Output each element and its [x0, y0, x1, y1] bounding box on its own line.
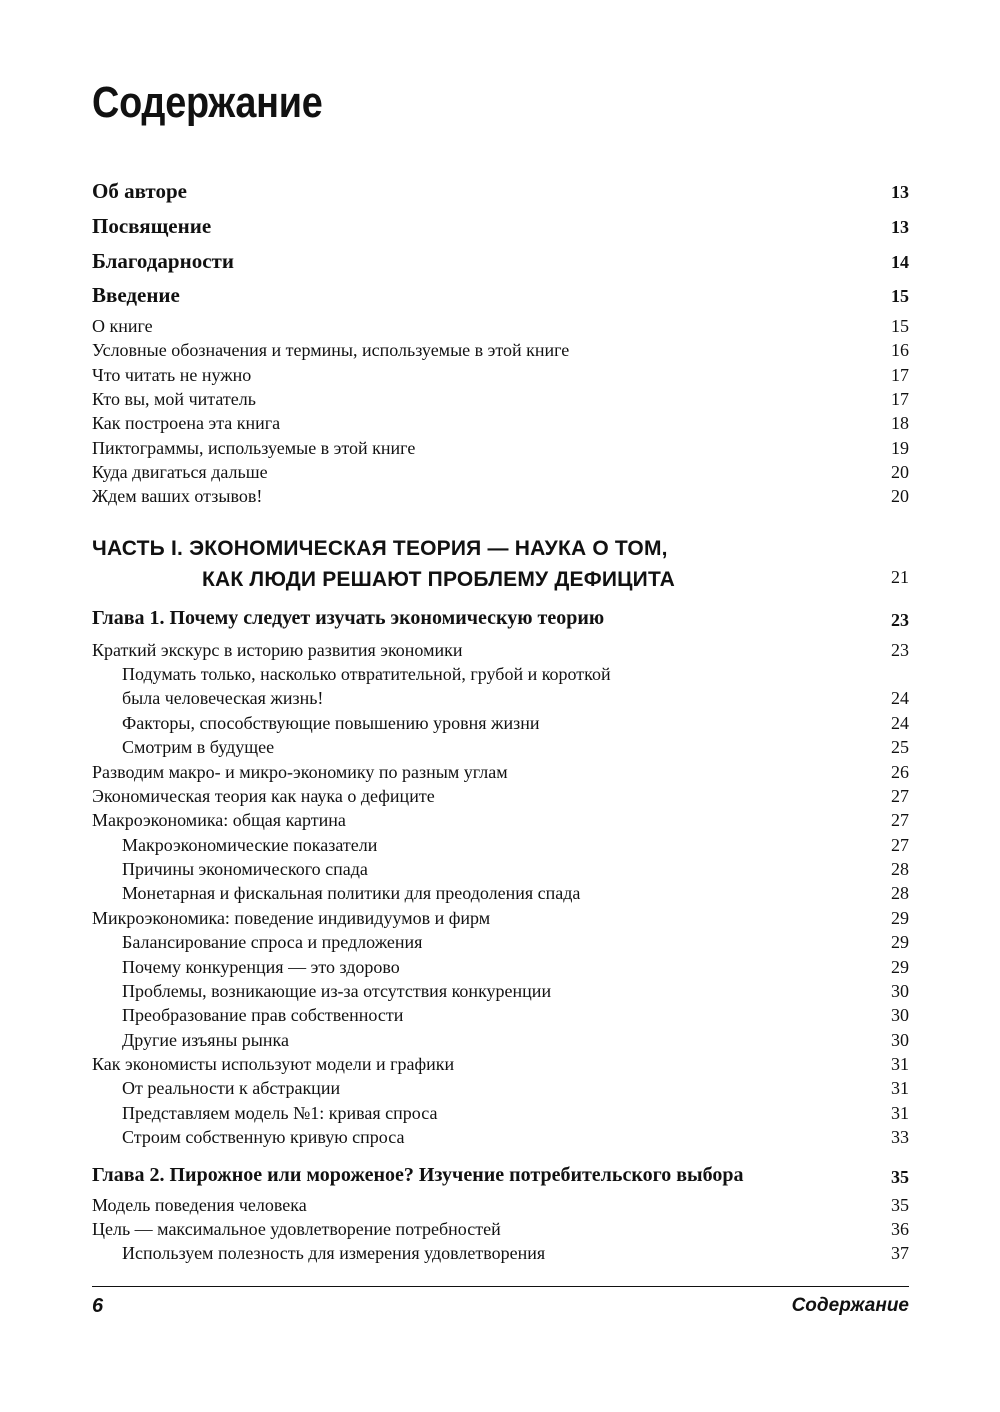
toc-chapter-heading	[92, 1164, 909, 1187]
toc-subentry	[92, 1030, 909, 1051]
part-title-line2: КАК ЛЮДИ РЕШАЮТ ПРОБЛЕМУ ДЕФИЦИТА	[202, 568, 676, 591]
toc-subentry	[92, 1103, 909, 1124]
toc-page-number: 26	[891, 762, 909, 782]
toc-subentry	[92, 737, 909, 758]
toc-entry	[92, 908, 909, 929]
toc-page-number: 15	[891, 286, 909, 306]
toc-page-number: 37	[891, 1243, 909, 1263]
toc-entry-title: Строим собственную кривую спроса	[122, 1127, 405, 1147]
toc-entry	[92, 1054, 909, 1075]
toc-entry-title: Кто вы, мой читатель	[92, 389, 256, 409]
chapter-title: Глава 2. Пирожное или мороженое? Изучение потребительского выбора	[92, 1164, 744, 1186]
toc-entry-title: Как экономисты используют модели и графики	[92, 1054, 455, 1074]
toc-subentry	[92, 664, 909, 709]
toc-entry-title: Смотрим в будущее	[122, 737, 275, 757]
toc-page-number: 35	[891, 1167, 909, 1187]
toc-page-number: 35	[891, 1195, 909, 1215]
toc-entry-title: Разводим макро- и микро-экономику по разным углам	[92, 762, 508, 782]
toc-page-number: 27	[891, 810, 909, 830]
toc-entry	[92, 762, 909, 783]
toc-page-number: 25	[891, 737, 909, 757]
toc-entry	[92, 438, 909, 459]
toc-entry-title: Преобразование прав собственности	[122, 1005, 404, 1025]
toc-entry-title: Используем полезность для измерения удовлетворения	[122, 1243, 546, 1263]
toc-entry-title: Другие изъяны рынка	[122, 1030, 289, 1050]
toc-entry-title: Экономическая теория как наука о дефиците	[92, 786, 435, 806]
toc-entry	[92, 640, 909, 661]
toc-page-number: 27	[891, 786, 909, 806]
toc-page-number: 17	[891, 365, 909, 385]
toc-entry	[92, 786, 909, 807]
toc-entry-title-line1: Подумать только, насколько отвратительной, грубой и короткой	[122, 664, 611, 684]
toc-entry-title: Микроэкономика: поведение индивидуумов и фирм	[92, 908, 491, 928]
toc-entry-title: Ждем ваших отзывов!	[92, 486, 263, 506]
toc-entry-title: Краткий экскурс в историю развития экономики	[92, 640, 463, 660]
toc-subentry	[92, 835, 909, 856]
toc-entry	[92, 316, 909, 337]
toc-page-number: 27	[891, 835, 909, 855]
toc-page-number: 33	[891, 1127, 909, 1147]
toc-front-about	[92, 179, 909, 204]
toc-entry-title: Благодарности	[92, 249, 234, 273]
toc-page-number: 20	[891, 486, 909, 506]
toc-subentry	[92, 957, 909, 978]
toc-entry	[92, 389, 909, 410]
toc-entry-title: Об авторе	[92, 179, 187, 203]
toc-entry-title: Макроэкономика: общая картина	[92, 810, 346, 830]
footer-page-number: 6	[92, 1295, 104, 1317]
toc-page-number: 18	[891, 413, 909, 433]
toc-entry	[92, 462, 909, 483]
toc-page-number: 13	[891, 182, 909, 202]
toc-entry-title: Почему конкуренция — это здорово	[122, 957, 400, 977]
toc-entry	[92, 1195, 909, 1216]
toc-subentry	[92, 859, 909, 880]
toc-page-number: 29	[891, 957, 909, 977]
toc-entry-title: Куда двигаться дальше	[92, 462, 268, 482]
toc-entry-title: Что читать не нужно	[92, 365, 252, 385]
toc-page-number: 14	[891, 252, 909, 272]
toc-page-number: 24	[891, 688, 909, 708]
toc-page-number: 29	[891, 932, 909, 952]
toc-subentry	[92, 883, 909, 904]
toc-page-number: 17	[891, 389, 909, 409]
toc-page-number: 30	[891, 1030, 909, 1050]
toc-subentry	[92, 1243, 909, 1264]
toc-entry-title: Как построена эта книга	[92, 413, 281, 433]
toc-entry-title: Балансирование спроса и предложения	[122, 932, 423, 952]
toc-front-acknowledgements	[92, 249, 909, 274]
toc-entry	[92, 340, 909, 361]
toc-subentry	[92, 713, 909, 734]
toc-entry-title: Введение	[92, 283, 180, 307]
toc-page-number: 28	[891, 883, 909, 903]
toc-page-number: 28	[891, 859, 909, 879]
toc-subentry	[92, 1127, 909, 1148]
toc-page-number: 21	[891, 567, 909, 587]
toc-entry-title: Монетарная и фискальная политики для преодоления спада	[122, 883, 581, 903]
toc-entry	[92, 486, 909, 507]
chapter-title: Глава 1. Почему следует изучать экономическую теорию	[92, 607, 605, 629]
toc-entry	[92, 365, 909, 386]
toc-entry-title: Посвящение	[92, 214, 212, 238]
toc-page-number: 31	[891, 1103, 909, 1123]
toc-entry-title: От реальности к абстракции	[122, 1078, 341, 1098]
toc-page-number: 31	[891, 1078, 909, 1098]
toc-page-number: 36	[891, 1219, 909, 1239]
toc-entry-title: Макроэкономические показатели	[122, 835, 378, 855]
toc-subentry	[92, 1078, 909, 1099]
toc-front-introduction	[92, 283, 909, 308]
toc-entry	[92, 810, 909, 831]
toc-entry	[92, 413, 909, 434]
toc-entry-title: Причины экономического спада	[122, 859, 368, 879]
toc-front-dedication	[92, 214, 909, 239]
toc-entry	[92, 1219, 909, 1240]
toc-page-number: 19	[891, 438, 909, 458]
toc-page-number: 24	[891, 713, 909, 733]
toc-page-number: 30	[891, 1005, 909, 1025]
footer-rule	[92, 1286, 909, 1287]
toc-page-number: 15	[891, 316, 909, 336]
toc-entry-title: Модель поведения человека	[92, 1195, 307, 1215]
toc-part-heading	[92, 533, 909, 595]
part-title-line1: ЧАСТЬ I. ЭКОНОМИЧЕСКАЯ ТЕОРИЯ — НАУКА О ТОМ,	[92, 537, 668, 560]
toc-subentry	[92, 981, 909, 1002]
toc-page-number: 20	[891, 462, 909, 482]
footer-running-title: Содержание	[791, 1295, 909, 1316]
toc-page-number: 29	[891, 908, 909, 928]
toc-entry-title: Факторы, способствующие повышению уровня жизни	[122, 713, 540, 733]
page-title: Содержание	[92, 78, 323, 127]
toc-page-number: 13	[891, 217, 909, 237]
toc-entry-title: Проблемы, возникающие из-за отсутствия конкуренции	[122, 981, 552, 1001]
toc-page-number: 16	[891, 340, 909, 360]
toc-entry-title: Представляем модель №1: кривая спроса	[122, 1103, 438, 1123]
toc-subentry	[92, 932, 909, 953]
toc-page-number: 31	[891, 1054, 909, 1074]
toc-entry-title: Цель — максимальное удовлетворение потребностей	[92, 1219, 501, 1239]
toc-entry-title-line2: была человеческая жизнь!	[122, 688, 324, 708]
toc-entry-title: Условные обозначения и термины, используемые в этой книге	[92, 340, 570, 360]
toc-page-number: 23	[891, 640, 909, 660]
toc-subentry	[92, 1005, 909, 1026]
toc-page-number: 30	[891, 981, 909, 1001]
toc-page-number: 23	[891, 610, 909, 630]
toc-chapter-heading	[92, 607, 909, 630]
toc-entry-title: О книге	[92, 316, 153, 336]
toc-entry-title: Пиктограммы, используемые в этой книге	[92, 438, 416, 458]
